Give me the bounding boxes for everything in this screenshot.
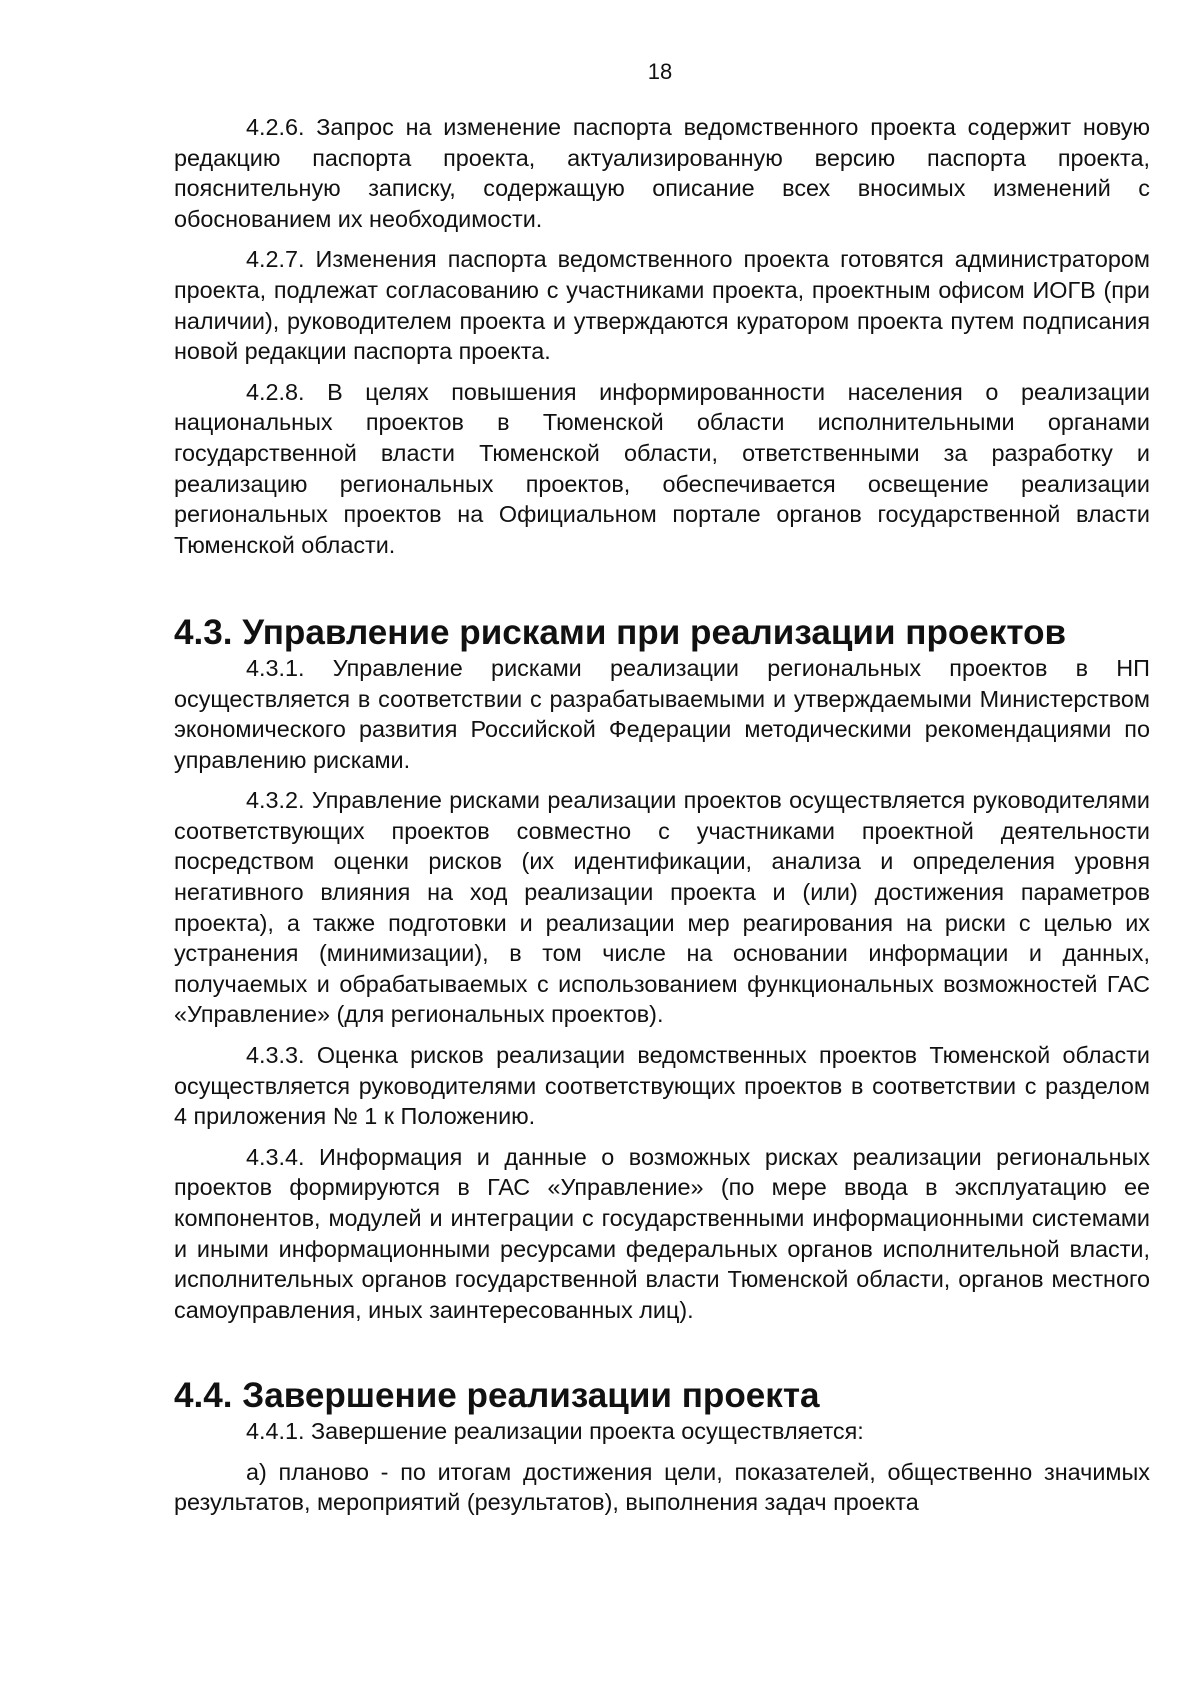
paragraph-4-2-6: 4.2.6. Запрос на изменение паспорта ведомственного проекта содержит новую редакцию паспорта проекта, актуализированную версию паспорта проекта, пояснительную записку, содержащую описание всех вносимых изменений с обоснованием их необходимости.	[174, 114, 1150, 232]
paragraph-4-3-1: 4.3.1. Управление рисками реализации региональных проектов в НП осуществляется в соответствии с разрабатываемыми и утверждаемыми Министерством экономического развития Российской Федерации методическими рекомендациями по управлению рисками.	[174, 654, 1150, 773]
document-body	[174, 112, 1150, 1528]
paragraph-4-3-4: 4.3.4. Информация и данные о возможных рисках реализации региональных проектов формируются в ГАС «Управление» (по мере ввода в эксплуатацию ее компонентов, модулей и интеграции с государственными информационными системами и иными информационными ресурсами федеральных органов исполнительной власти, исполнительных органов государственной власти Тюменской области, органов местного самоуправления, иных заинтересованных лиц).	[174, 1143, 1150, 1323]
paragraph-4-2-7: 4.2.7. Изменения паспорта ведомственного проекта готовятся администратором проекта, подлежат согласованию с участниками проекта, проектным офисом ИОГВ (при наличии), руководителем проекта и утверждаются куратором проекта путем подписания новой редакции паспорта проекта.	[174, 246, 1150, 365]
paragraph-4-3-2: 4.3.2. Управление рисками реализации проектов осуществляется руководителями соответствующих проектов совместно с участниками проектной деятельности посредством оценки рисков (их идентификации, анализа и определения уровня негативного влияния на ход реализации проекта и (или) достижения параметров проекта), а также подготовки и реализации мер реагирования на риски с целью их устранения (минимизации), в том числе на основании информации и данных, получаемых и обрабатываемых с использованием функциональных возможностей ГАС «Управление» (для региональных проектов).	[174, 787, 1150, 1028]
paragraph-4-4-1: 4.4.1. Завершение реализации проекта осуществляется:	[246, 1417, 864, 1444]
section-heading-4-4: 4.4. Завершение реализации проекта	[174, 1376, 820, 1416]
paragraph-4-4-1-a: а) планово - по итогам достижения цели, показателей, общественно значимых результатов, мероприятий (результатов), выполнения задач проекта	[174, 1458, 1150, 1516]
page-number: 18	[647, 59, 673, 84]
paragraph-4-2-8: 4.2.8. В целях повышения информированности населения о реализации национальных проектов в Тюменской области исполнительными органами государственной власти Тюменской области, ответственными за разработку и реализацию региональных проектов, обеспечивается освещение реализации региональных проектов на Официальном портале органов государственной власти Тюменской области.	[174, 378, 1150, 558]
section-heading-4-3: 4.3. Управление рисками при реализации проектов	[174, 613, 1067, 653]
paragraph-4-3-3: 4.3.3. Оценка рисков реализации ведомственных проектов Тюменской области осуществляется руководителями соответствующих проектов в соответствии с разделом 4 приложения № 1 к Положению.	[174, 1042, 1150, 1130]
